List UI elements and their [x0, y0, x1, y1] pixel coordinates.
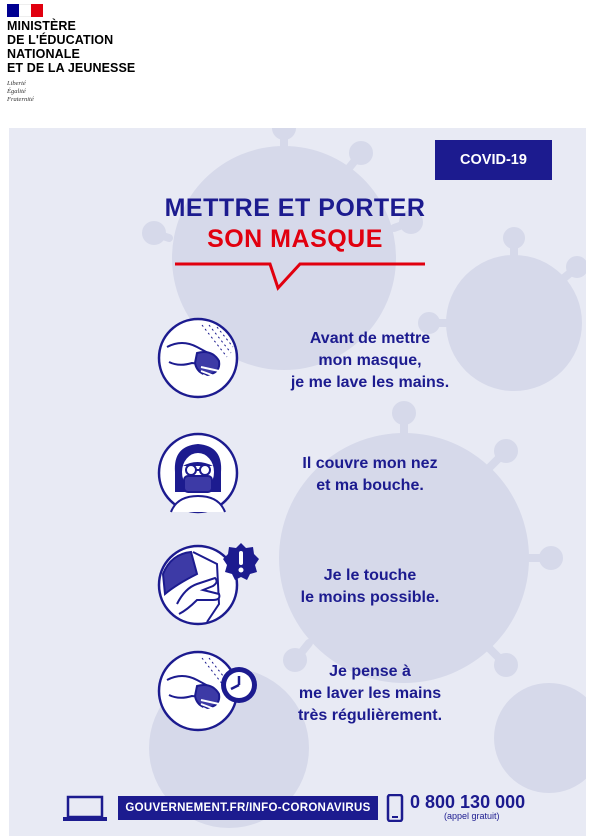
- phone-number[interactable]: 0 800 130 000: [410, 792, 526, 812]
- hand-wash-icon: [157, 317, 239, 399]
- step-line: Avant de mettre: [309, 330, 431, 347]
- step-line: le moins possible.: [300, 589, 440, 606]
- phone-note: (appel gratuit): [444, 811, 500, 821]
- motto-line: Fraternité: [7, 96, 34, 103]
- step-line: mon masque,: [318, 352, 422, 369]
- ministry-line: NATIONALE: [7, 47, 80, 61]
- step-text: [255, 661, 485, 727]
- covid-tag: COVID-19: [435, 140, 552, 180]
- ministry-line: DE L'ÉDUCATION: [7, 33, 114, 47]
- step-text: [255, 565, 485, 609]
- step-line: Je le touche: [323, 567, 417, 584]
- motto-line: Égalité: [7, 88, 26, 95]
- step-line: je me lave les mains.: [290, 374, 450, 391]
- ministry-line: MINISTÈRE: [7, 19, 76, 33]
- poster-title: METTRE ET PORTER: [164, 194, 426, 222]
- step-line: et ma bouche.: [316, 477, 424, 494]
- ministry-name: [7, 19, 135, 75]
- step-line: Il couvre mon nez: [302, 455, 438, 472]
- speech-bubble-icon: [170, 258, 430, 298]
- step-text: [255, 328, 485, 394]
- motto-line: Liberté: [7, 80, 26, 87]
- step-line: Je pense à: [329, 663, 411, 680]
- ministry-line: ET DE LA JEUNESSE: [7, 61, 136, 75]
- step-text: [255, 453, 485, 497]
- french-flag-icon: [7, 4, 43, 17]
- masked-face-icon: [157, 432, 239, 514]
- republic-motto: [7, 80, 34, 104]
- poster-subtitle: SON MASQUE: [207, 225, 383, 253]
- info-coronavirus-link[interactable]: GOUVERNEMENT.FR/INFO-CORONAVIRUS: [118, 796, 378, 820]
- step-line: très régulièrement.: [297, 707, 443, 724]
- laptop-icon: [62, 795, 108, 823]
- step-line: me laver les mains: [298, 685, 442, 702]
- clock-icon: [220, 666, 258, 704]
- phone-icon: [386, 794, 404, 822]
